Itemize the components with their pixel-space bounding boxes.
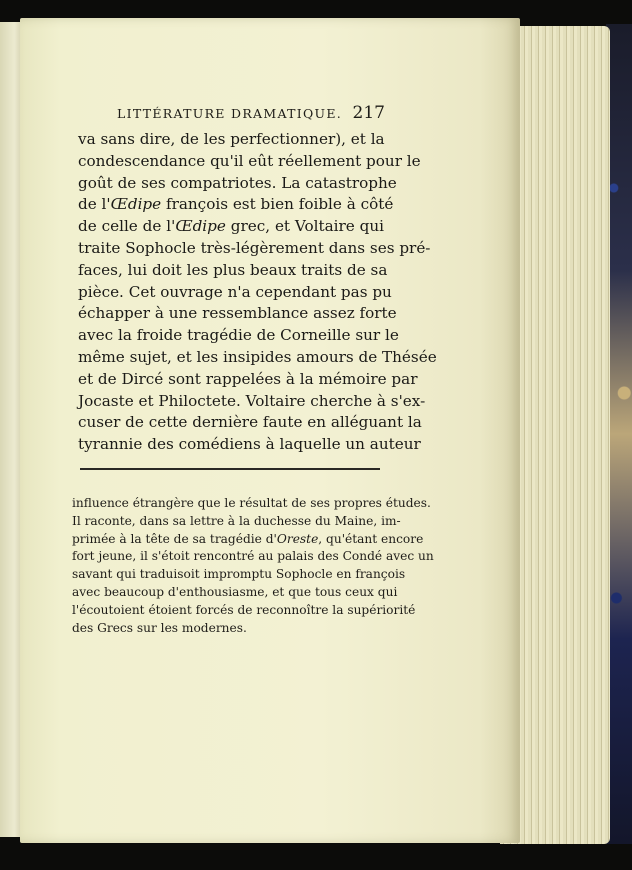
text-line: condescendance qu'il eût réellement pour le — [78, 151, 421, 170]
text-line: de l'Œdipe françois est bien foible à côté — [78, 195, 394, 214]
page-number: 217 — [352, 103, 385, 123]
footnote-line: des Grecs sur les modernes. — [72, 620, 247, 635]
footnote-rule — [80, 468, 380, 470]
running-header — [117, 103, 385, 125]
main-text — [78, 129, 437, 456]
text-line: et de Dircé sont rappelées à la mémoire par — [78, 369, 418, 388]
text-line: de celle de l'Œdipe grec, et Voltaire qui — [78, 217, 385, 236]
text-line: échapper à une ressemblance assez forte — [78, 304, 397, 323]
footnote-line: Il raconte, dans sa lettre à la duchesse du Maine, im- — [72, 513, 401, 528]
footnote-line: l'écoutoient étoient forcés de reconnoître la supériorité — [72, 602, 416, 617]
footnote — [72, 495, 434, 637]
footnote-line: avec beaucoup d'enthousiasme, et que tous ceux qui — [72, 584, 398, 599]
text-line: goût de ses compatriotes. La catastrophe — [78, 173, 397, 192]
footnote-line: fort jeune, il s'étoit rencontré au palais des Condé avec un — [72, 549, 434, 564]
text-line: pièce. Cet ouvrage n'a cependant pas pu — [78, 282, 392, 301]
text-line: va sans dire, de les perfectionner), et la — [78, 130, 385, 148]
text-line: avec la froide tragédie de Corneille sur le — [78, 326, 399, 345]
text-line: Jocaste et Philoctete. Voltaire cherche à s'ex- — [78, 391, 426, 410]
footnote-line: savant qui traduisoit impromptu Sophocle en françois — [72, 567, 406, 582]
text-line: faces, lui doit les plus beaux traits de sa — [78, 260, 388, 279]
running-title: LITTÉRATURE DRAMATIQUE. — [117, 106, 343, 121]
footnote-line: primée à la tête de sa tragédie d'Oreste, qu'étant encore — [72, 531, 424, 546]
text-line: cuser de cette dernière faute en alléguant la — [78, 413, 422, 432]
footnote-line: influence étrangère que le résultat de ses propres études. — [72, 496, 431, 510]
text-line: traite Sophocle très-légèrement dans ses pré- — [78, 238, 431, 257]
text-line: tyrannie des comédiens à laquelle un auteur — [78, 435, 421, 454]
text-line: même sujet, et les insipides amours de Thésée — [78, 347, 437, 366]
